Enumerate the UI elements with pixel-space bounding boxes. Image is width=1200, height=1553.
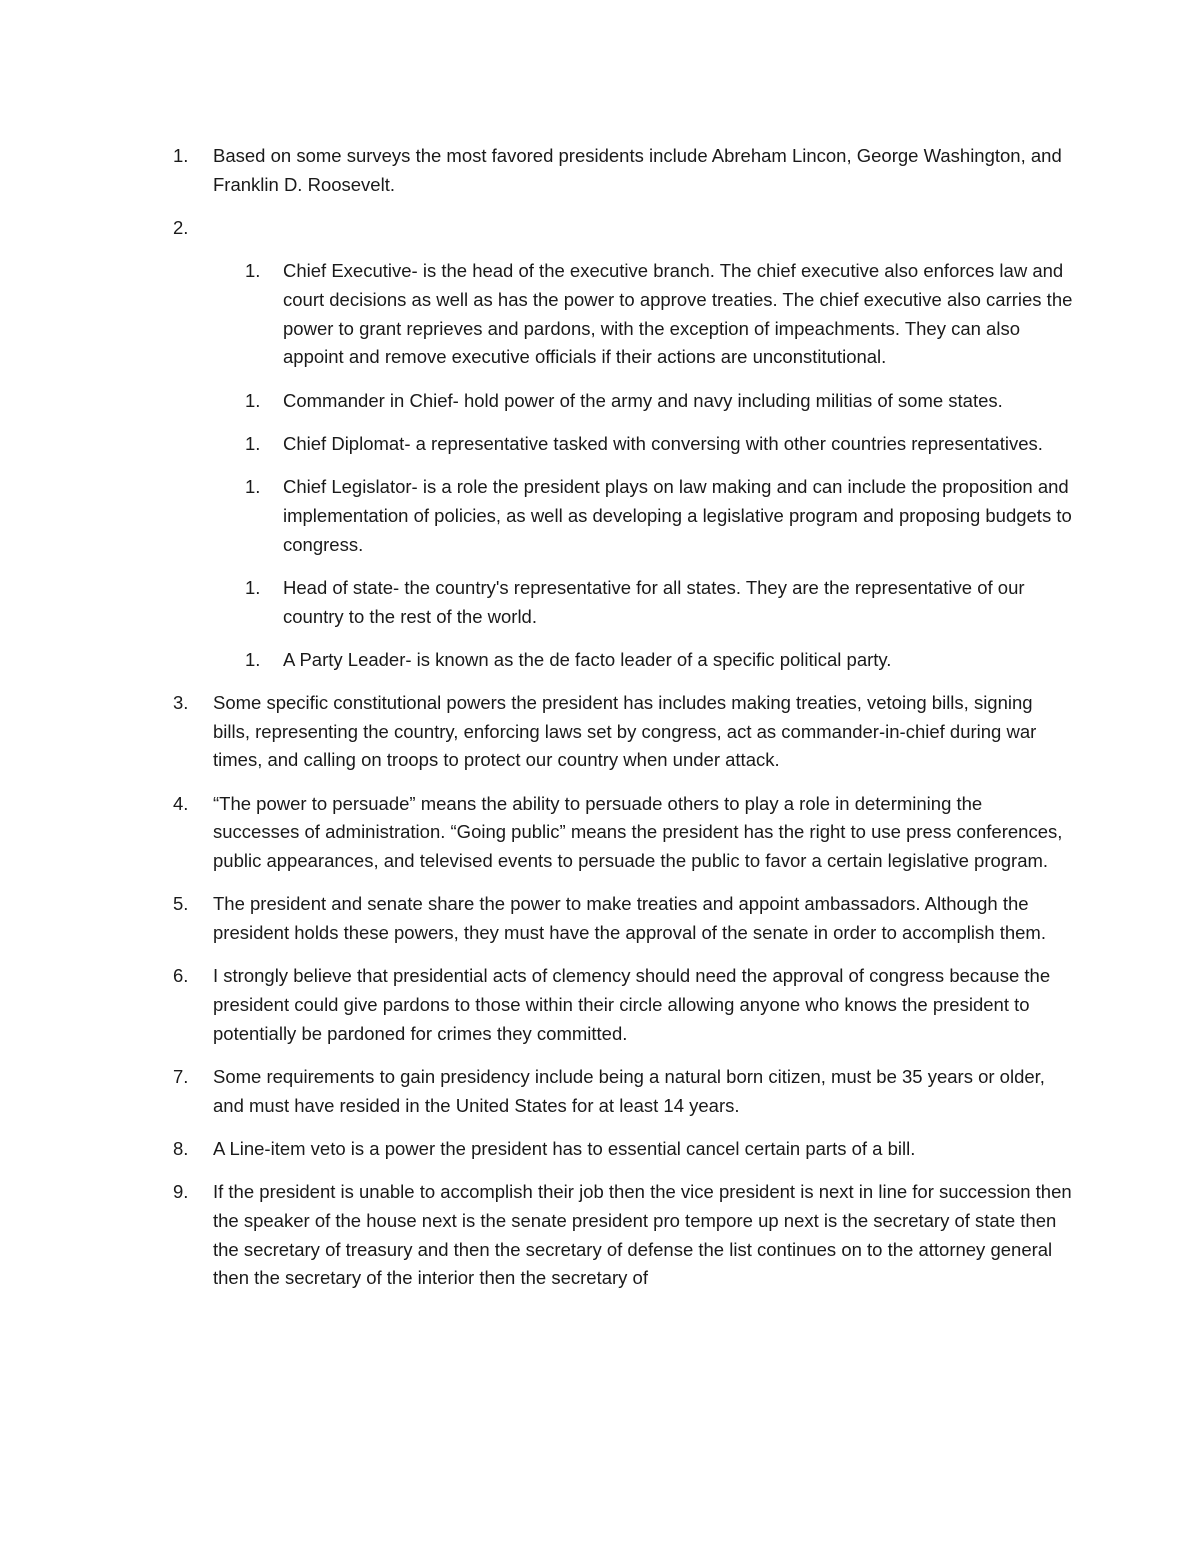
list-item <box>173 1063 1073 1120</box>
nested-list <box>173 257 1073 674</box>
nested-list-item <box>173 646 1073 675</box>
list-item-text: Based on some surveys the most favored presidents include Abreham Lincon, George Washington, and Franklin D. Roosevelt. <box>213 145 1062 195</box>
nested-list-item-text: Chief Diplomat- a representative tasked with conversing with other countries representatives. <box>283 432 1043 454</box>
list-item-text: I strongly believe that presidential acts of clemency should need the approval of congress because the president could give pardons to those within their circle allowing anyone who knows the president to potentially be pardoned for crimes they committed. <box>213 965 1051 1044</box>
nested-list-item-number: 1. <box>245 648 261 670</box>
nested-list-item-number: 1. <box>245 476 261 498</box>
nested-list-item-text: A Party Leader- is known as the de facto leader of a specific political party. <box>283 648 892 670</box>
list-item <box>173 214 1073 243</box>
list-item-text: Some specific constitutional powers the president has includes making treaties, vetoing bills, signing bills, representing the country, enforcing laws set by congress, act as commander-in-chief during war times, and calling on troops to protect our country when under attack. <box>213 692 1037 771</box>
nested-list-item <box>173 473 1073 559</box>
list-item-number: 3. <box>173 692 189 714</box>
nested-list-item <box>173 387 1073 416</box>
list-item-number: 4. <box>173 792 189 814</box>
nested-list-item-number: 1. <box>245 576 261 598</box>
nested-list-item-number: 1. <box>245 260 261 282</box>
list-item-number: 2. <box>173 216 189 238</box>
nested-list-item-text: Chief Executive- is the head of the executive branch. The chief executive also enforces law and court decisions as well as has the power to approve treaties. The chief executive also carries the power to grant reprieves and pardons, with the exception of impeachments. They can also appoint and remove executive officials if their actions are unconstitutional. <box>283 260 1073 368</box>
list-item <box>173 1178 1073 1292</box>
list-item-number: 7. <box>173 1066 189 1087</box>
list-item-number: 1. <box>173 145 189 166</box>
nested-list-item-number: 1. <box>245 432 261 454</box>
nested-list-item-text: Head of state- the country's representative for all states. They are the representative of our country to the rest of the world. <box>283 576 1025 627</box>
list-item <box>173 689 1073 775</box>
list-item <box>173 890 1073 947</box>
list-item-text: A Line-item veto is a power the president has to essential cancel certain parts of a bill. <box>213 1137 916 1159</box>
nested-list-item-text: Chief Legislator- is a role the president plays on law making and can include the proposition and implementation of policies, as well as developing a legislative program and proposing budgets to congress. <box>283 476 1072 555</box>
list-item-number: 6. <box>173 965 189 987</box>
nested-list-item <box>173 257 1073 371</box>
list-item-number: 8. <box>173 1137 189 1159</box>
list-item-text: “The power to persuade” means the ability to persuade others to play a role in determining the successes of administration. “Going public” means the president has the right to use press conferences, public appearances, and televised events to persuade the public to favor a certain legislative program. <box>213 792 1063 872</box>
list-item-number: 9. <box>173 1181 189 1203</box>
nested-list-item <box>173 430 1073 459</box>
list-item-text: If the president is unable to accomplish their job then the vice president is next in line for succession then the speaker of the house next is the senate president pro tempore up next is the secretary of state then the secretary of treasury and then the secretary of defense the list continues on to the attorney general then the secretary of the interior then the secretary of <box>213 1181 1072 1289</box>
nested-list-item <box>173 574 1073 631</box>
list-item <box>173 142 1073 199</box>
nested-list-item-number: 1. <box>245 389 261 411</box>
list-item <box>173 790 1073 876</box>
list-item-text: The president and senate share the power to make treaties and appoint ambassadors. Although the president holds these powers, they must have the approval of the senate in order to accomplish them. <box>213 893 1046 944</box>
list-item <box>173 1135 1073 1164</box>
list-item-number: 5. <box>173 893 189 915</box>
nested-list-item-text: Commander in Chief- hold power of the army and navy including militias of some states. <box>283 389 1003 411</box>
list-item-text: Some requirements to gain presidency include being a natural born citizen, must be 35 years or older, and must have resided in the United States for at least 14 years. <box>213 1066 1045 1116</box>
numbered-list <box>173 142 1073 1308</box>
list-item <box>173 962 1073 1048</box>
